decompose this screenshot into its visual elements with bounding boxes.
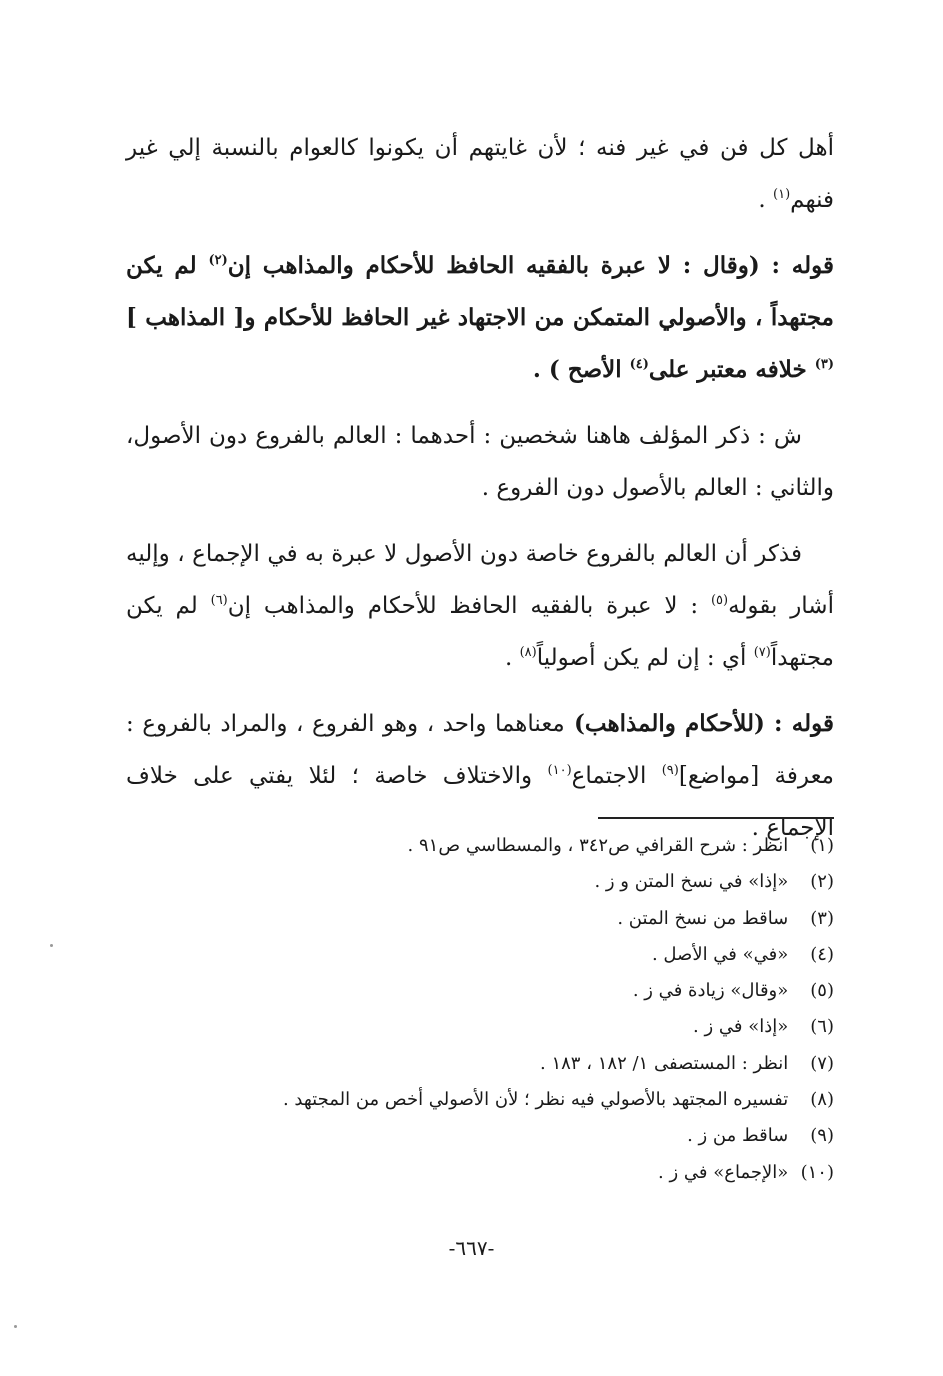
footnote-number: (٣) [810, 907, 834, 929]
footnote-item [126, 937, 834, 973]
footnote-ref[interactable]: (٣) [814, 357, 834, 372]
text-run: قوله : (للأحكام والمذاهب) [564, 710, 834, 737]
footnote-text: انظر : شرح القرافي ص٣٤٢ ، والمسطاسي ص٩١ . [407, 835, 789, 856]
footnote-item [126, 1082, 834, 1118]
footnote-item [126, 1009, 834, 1045]
footnote-ref[interactable]: (٦) [210, 593, 228, 608]
footnote-text: «وقال» زيادة في ز . [632, 980, 789, 1002]
footnote-item [126, 973, 834, 1009]
scan-speck [50, 944, 53, 947]
text-run: . [504, 645, 520, 671]
footnote-item [126, 1155, 834, 1191]
page-number: -٦٦٧- [448, 1236, 495, 1260]
footnote-ref[interactable]: (٨) [519, 645, 537, 660]
footnote-ref[interactable]: (٩) [661, 763, 679, 778]
footnote-number: (٩) [810, 1125, 834, 1147]
footnote-number: (٢) [810, 871, 834, 893]
footnote-text: ساقط من نسخ المتن . [617, 907, 789, 929]
footnote-text: انظر : المستصفى ١/ ١٨٢ ، ١٨٣ . [540, 1052, 789, 1074]
text-run: لم يكن مجتهداً [126, 593, 834, 671]
footnotes-list [126, 828, 834, 1191]
footnote-number: (٥) [810, 980, 834, 1002]
footnote-divider [598, 817, 834, 819]
footnote-number: (٦) [810, 1016, 834, 1038]
text-run: . [758, 187, 774, 213]
text-run: معناهما واحد ، وهو الفروع ، والمراد بالفروع : معرفة [مواضع] [126, 711, 834, 789]
footnote-number: (٨) [810, 1089, 834, 1111]
text-run: : لا عبرة بالفقيه الحافظ للأحكام والمذاهب إن [227, 593, 711, 619]
text-run: أي : إن لم يكن أصولياً [536, 645, 754, 671]
paragraph [126, 122, 834, 226]
footnote-ref[interactable]: (٥) [710, 593, 729, 608]
text-run: لم يكن مجتهداً ، والأصولي المتمكن من الاجتهاد غير الحافظ للأحكام و[ المذاهب ] [126, 252, 834, 331]
footnote-text: «في» في الأصل . [651, 943, 789, 965]
footnote-text: «الإجماع» في ز . [658, 1161, 789, 1183]
footnote-text: ساقط من ز . [687, 1125, 789, 1147]
text-run: ش : ذكر المؤلف هاهنا شخصين : أحدهما : العالم بالفروع دون الأصول، والثاني : العالم بالأصول دون الفروع . [126, 423, 834, 501]
footnote-number: (٧) [810, 1052, 834, 1074]
main-text [126, 122, 834, 868]
footnote-item [126, 864, 834, 900]
footnote-text: تفسيره المجتهد بالأصولي فيه نظر ؛ لأن الأصولي أخص من المجتهد . [282, 1089, 789, 1111]
footnote-ref[interactable]: (٢) [208, 253, 228, 268]
paragraph [126, 528, 834, 684]
footnote-text: «إذا» في نسخ المتن و ز . [594, 871, 789, 893]
text-run: والاختلاف خاصة ؛ لئلا يفتي على خلاف الإجماع . [126, 763, 834, 841]
footnote-ref[interactable]: (١) [773, 187, 791, 202]
paragraph [126, 410, 834, 514]
footnote-text: «إذا» في ز . [693, 1016, 789, 1038]
text-run: قوله : (وقال : لا عبرة بالفقيه الحافظ للأحكام والمذاهب إن [227, 252, 834, 279]
text-run: أهل كل فن في غير فنه ؛ لأن غايتهم أن يكونوا كالعوام بالنسبة إلي غير فنهم [126, 135, 834, 213]
text-run: الأصح ) . [532, 356, 630, 383]
text-run: الاجتماع [571, 763, 662, 789]
footnote-item [126, 1046, 834, 1082]
footnote-number: (٤) [810, 943, 834, 965]
footnote-item [126, 901, 834, 937]
footnote-ref[interactable]: (٧) [753, 645, 771, 660]
footnote-ref[interactable]: (٤) [629, 357, 649, 372]
footnote-ref[interactable]: (١٠) [547, 763, 572, 778]
footnote-item [126, 828, 834, 864]
text-run: فذكر أن العالم بالفروع خاصة دون الأصول لا عبرة به في الإجماع ، وإليه أشار بقوله [126, 541, 834, 619]
text-run: خلافه معتبر على [648, 356, 815, 383]
footnote-number: (١٠) [800, 1161, 834, 1183]
scan-speck [14, 1325, 17, 1328]
footnote-item [126, 1118, 834, 1154]
paragraph [126, 240, 834, 396]
footnote-number: (١) [810, 835, 834, 856]
